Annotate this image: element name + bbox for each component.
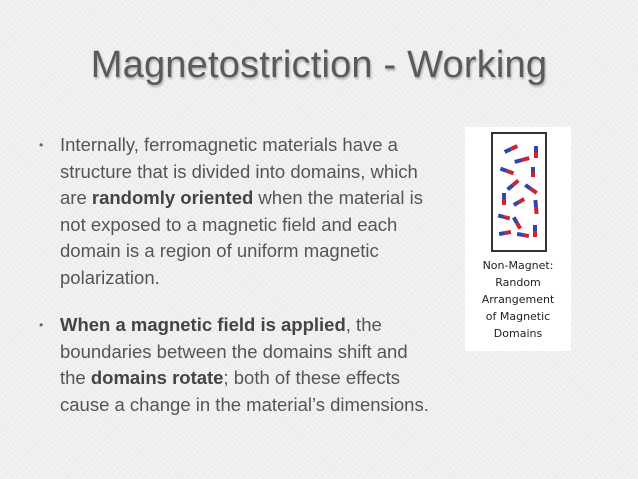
bullet-item — [36, 312, 436, 418]
magnet-domain — [506, 179, 519, 191]
slide-title: Magnetostriction - Working — [90, 44, 548, 86]
magnet-domain — [502, 193, 506, 205]
bullet-text: when the material is not exposed to a magnetic field and each domain is a region of uniform magnetic polarization. — [60, 187, 423, 288]
bullet-text: , the boundaries between the domains shift and the — [60, 314, 408, 388]
bullet-bold-text: randomly oriented — [91, 187, 254, 208]
bullet-bold-text: When a magnetic field is applied — [60, 314, 346, 335]
caption-line: Domains — [493, 327, 543, 340]
bullet-dot-icon: • — [39, 138, 44, 152]
magnet-domain — [534, 146, 538, 158]
magnet-domain — [533, 225, 537, 237]
bullet-list — [36, 132, 436, 418]
magnet-domain — [513, 197, 525, 206]
bullet-text: ; both of these effects cause a change in the material’s dimensions. — [60, 367, 429, 415]
bullet-item — [36, 132, 436, 291]
caption-line: of Magnetic — [485, 310, 551, 323]
bullet-text: Internally, ferromagnetic materials have a structure that is divided into domains, which are — [60, 134, 418, 208]
magnet-domain — [498, 214, 511, 221]
magnet-domain — [524, 183, 538, 194]
magnet-domain — [512, 216, 522, 229]
domain-magnets — [498, 144, 539, 238]
caption-line: Random — [495, 276, 541, 289]
bullet-bold-text: domains rotate — [90, 367, 224, 388]
magnet-domain — [504, 144, 518, 154]
caption-line: Arrangement — [481, 293, 555, 306]
magnet-domain — [500, 167, 515, 176]
caption-line: Non-Magnet: — [482, 259, 554, 272]
figure-caption — [465, 257, 571, 342]
domain-figure — [465, 127, 571, 351]
magnet-domain — [533, 200, 538, 214]
magnet-domain — [514, 156, 530, 164]
magnet-domain — [517, 232, 530, 238]
magnet-domain — [531, 167, 535, 177]
magnet-domain — [499, 230, 512, 236]
bullet-dot-icon: • — [39, 318, 44, 332]
